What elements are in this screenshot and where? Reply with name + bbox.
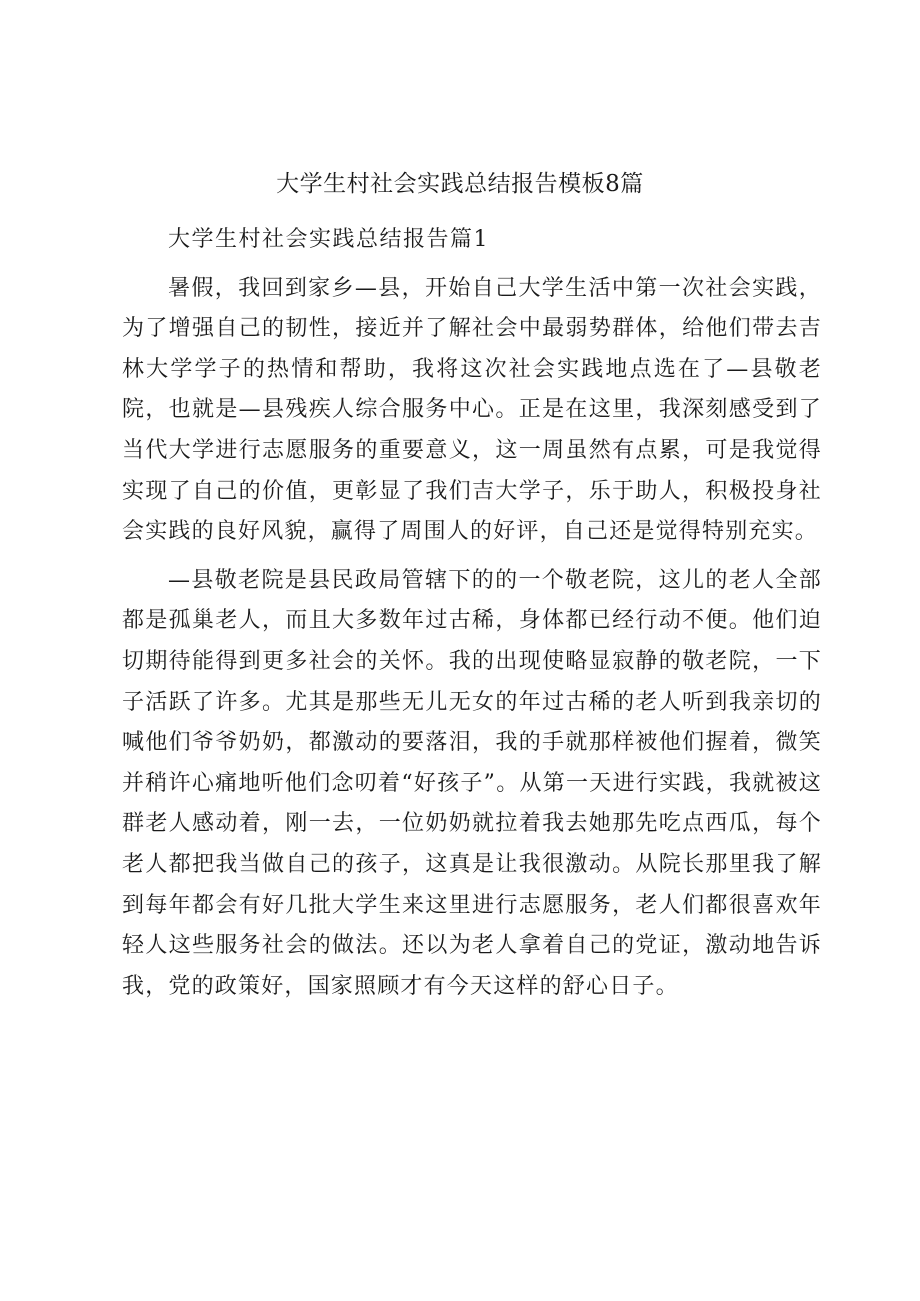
body-paragraph: —县敬老院是县民政局管辖下的的一个敬老院，这儿的老人全部都是孤巢老人，而且大多数年过古稀，身体都已经行动不便。他们迫切期待能得到更多社会的关怀。我的出现使略显寂静的敬老院，一下子活跃了许多。尤其是那些无儿无女的年过古稀的老人听到我亲切的喊他们爷爷奶奶，都激动的要落泪，我的手就那样被他们握着，微笑并稍许心痛地听他们念叨着“好孩子”。从第一天进行实践，我就被这群老人感动着，刚一去，一位奶奶就拉着我去她那先吃点西瓜，每个老人都把我当做自己的孩子，这真是让我很激动。从院长那里我了解到每年都会有好几批大学生来这里进行志愿服务，老人们都很喜欢年轻人这些服务社会的做法。还以为老人拿着自己的党证，激动地告诉我，党的政策好，国家照顾才有今天这样的舒心日子。 (122, 567, 822, 999)
document-title: 大学生村社会实践总结报告模板8篇 (276, 171, 644, 197)
section-heading: 大学生村社会实践总结报告篇1 (168, 227, 489, 252)
document-body (122, 220, 822, 1007)
body-paragraph: 暑假，我回到家乡—县，开始自己大学生活中第一次社会实践，为了增强自己的韧性，接近并了解社会中最弱势群体，给他们带去吉林大学学子的热情和帮助，我将这次社会实践地点选在了—县敬老院，也就是—县残疾人综合服务中心。正是在这里，我深刻感受到了当代大学进行志愿服务的重要意义，这一周虽然有点累，可是我觉得实现了自己的价值，更彰显了我们吉大学子，乐于助人，积极投身社会实践的良好风貌，赢得了周围人的好评，自己还是觉得特别充实。 (122, 275, 822, 545)
